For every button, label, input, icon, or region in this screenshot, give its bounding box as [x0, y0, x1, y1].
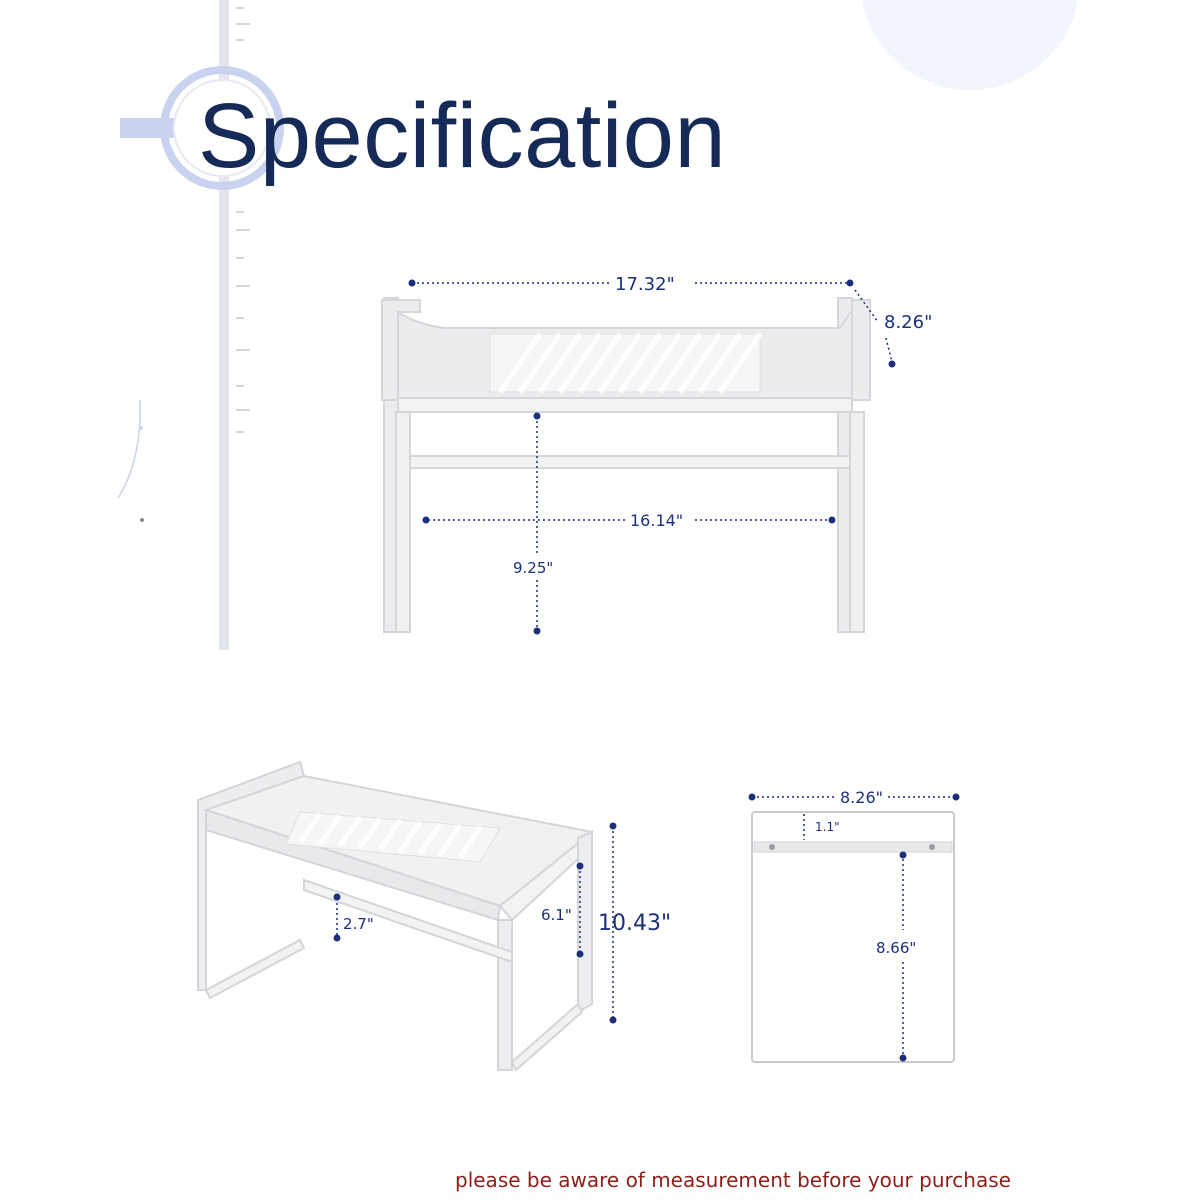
angle-total-height-label: 10.43"	[598, 911, 672, 936]
side-shelf-thickness-label: 1.1"	[815, 820, 840, 834]
purchase-note: please be aware of measurement before your purchase	[455, 1168, 1011, 1192]
side-panel	[752, 812, 954, 1062]
front-inner-width-label: 16.14"	[630, 511, 684, 530]
angle-side-gap-label: 6.1"	[541, 906, 572, 924]
angle-lower-gap-label: 2.7"	[343, 915, 374, 933]
front-width-label: 17.32"	[615, 274, 675, 295]
page-title: Specification	[198, 85, 727, 187]
front-height-label: 9.25"	[513, 559, 554, 577]
side-height-label: 8.66"	[876, 939, 917, 957]
side-depth-label: 8.26"	[840, 788, 883, 807]
front-depth-label: 8.26"	[884, 312, 933, 333]
